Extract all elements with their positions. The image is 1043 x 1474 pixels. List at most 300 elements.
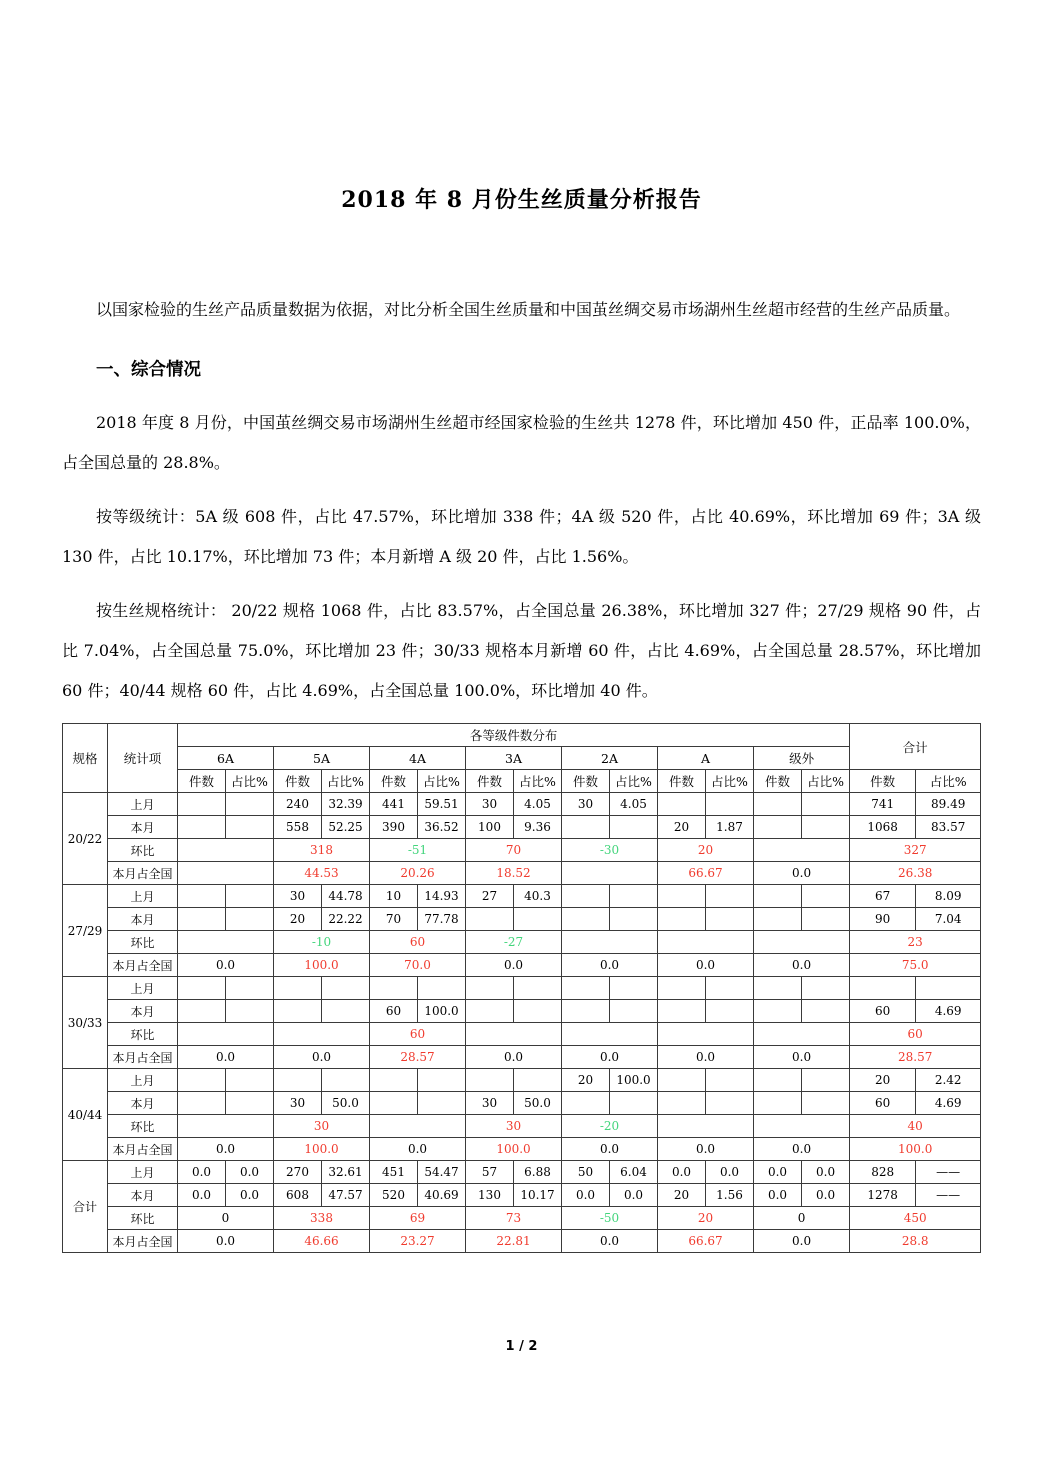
table-header (63, 724, 981, 793)
table-cell (562, 862, 658, 885)
table-cell: 30 (274, 1092, 322, 1115)
table-cell: 441 (370, 793, 418, 816)
table-cell: 20 (658, 1184, 706, 1207)
table-cell: -27 (466, 931, 562, 954)
header-total: 合计 (850, 724, 981, 770)
header-grade-2a: 2A (562, 747, 658, 770)
table-row (63, 862, 981, 885)
table-cell (802, 816, 850, 839)
header-pct: 占比% (802, 770, 850, 793)
table-cell: 23 (850, 931, 981, 954)
table-cell: 20 (658, 1207, 754, 1230)
table-cell: 10 (370, 885, 418, 908)
table-row (63, 1184, 981, 1207)
table-cell: 44.78 (322, 885, 370, 908)
table-cell: 0.0 (802, 1184, 850, 1207)
table-cell (466, 1069, 514, 1092)
table-cell: 0.0 (178, 1184, 226, 1207)
table-cell (802, 1069, 850, 1092)
intro-paragraph: 以国家检验的生丝产品质量数据为依据，对比分析全国生丝质量和中国茧丝绸交易市场湖州生丝超市经营的生丝产品质量。 (96, 300, 961, 319)
table-cell: 54.47 (418, 1161, 466, 1184)
table-cell: 20.26 (370, 862, 466, 885)
table-cell: 20 (850, 1069, 916, 1092)
table-cell: 50 (562, 1161, 610, 1184)
table-cell: 23.27 (370, 1230, 466, 1253)
table-cell: -30 (562, 839, 658, 862)
table-cell: 0.0 (658, 1046, 754, 1069)
table-cell (850, 977, 916, 1000)
table-cell: 66.67 (658, 862, 754, 885)
table-cell (178, 793, 226, 816)
table-cell: 1278 (850, 1184, 916, 1207)
table-cell: 60 (370, 1023, 466, 1046)
table-cell (658, 1069, 706, 1092)
page-number: 1 / 2 (505, 1339, 538, 1354)
table-cell (274, 977, 322, 1000)
table-cell: 60 (850, 1092, 916, 1115)
table-cell (514, 1069, 562, 1092)
header-grade-offgrade: 级外 (754, 747, 850, 770)
header-count: 件数 (562, 770, 610, 793)
table-cell (226, 1092, 274, 1115)
row-label: 环比 (108, 1207, 178, 1230)
row-label: 本月占全国 (108, 862, 178, 885)
table-cell: 338 (274, 1207, 370, 1230)
table-cell: 0.0 (562, 1184, 610, 1207)
row-label: 上月 (108, 1161, 178, 1184)
table-cell (658, 1023, 754, 1046)
table-cell (562, 908, 610, 931)
table-row (63, 1207, 981, 1230)
table-cell: 60 (850, 1023, 981, 1046)
table-cell (658, 885, 706, 908)
overview-paragraph: 2018 年度 8 月份，中国茧丝绸交易市场湖州生丝超市经国家检验的生丝共 1278 件，环比增加 450 件，正品率 100.0%，占全国总量的 28.8%。 (62, 413, 981, 472)
table-cell (706, 793, 754, 816)
table-cell (370, 1092, 418, 1115)
section-heading: 一、综合情况 (96, 360, 201, 380)
table-cell: 70 (370, 908, 418, 931)
table-cell (178, 1092, 226, 1115)
table-cell: 7.04 (916, 908, 981, 931)
table-cell (178, 1023, 274, 1046)
table-cell: 50.0 (514, 1092, 562, 1115)
table-cell (178, 1069, 226, 1092)
table-cell: 9.36 (514, 816, 562, 839)
table-cell: 14.93 (418, 885, 466, 908)
table-cell: 0.0 (562, 954, 658, 977)
table-cell: 20 (658, 816, 706, 839)
table-cell (754, 908, 802, 931)
table-cell: 83.57 (916, 816, 981, 839)
table-cell (754, 931, 850, 954)
header-count: 件数 (658, 770, 706, 793)
table-cell: —— (916, 1161, 981, 1184)
table-cell: 0.0 (754, 862, 850, 885)
table-row (63, 747, 981, 770)
table-cell: 0.0 (178, 954, 274, 977)
table-row (63, 1138, 981, 1161)
row-label: 本月占全国 (108, 1230, 178, 1253)
table-cell (418, 1069, 466, 1092)
table-cell: 75.0 (850, 954, 981, 977)
table-cell: 828 (850, 1161, 916, 1184)
table-row (63, 954, 981, 977)
table-cell: 0.0 (754, 1138, 850, 1161)
table-cell (658, 793, 706, 816)
table-row (63, 1069, 981, 1092)
table-cell: 4.69 (916, 1000, 981, 1023)
table-cell: 69 (370, 1207, 466, 1230)
table-body (63, 793, 981, 1253)
row-label: 环比 (108, 839, 178, 862)
header-count: 件数 (178, 770, 226, 793)
table-cell (706, 977, 754, 1000)
table-cell: 60 (370, 931, 466, 954)
row-label: 本月占全国 (108, 1046, 178, 1069)
table-cell: 1.56 (706, 1184, 754, 1207)
table-cell: 60 (850, 1000, 916, 1023)
table-cell: 30 (274, 1115, 370, 1138)
table-cell (418, 977, 466, 1000)
row-label: 本月占全国 (108, 1138, 178, 1161)
table-cell: 0.0 (754, 1184, 802, 1207)
table-cell: 0.0 (466, 1046, 562, 1069)
table-cell: 0.0 (226, 1184, 274, 1207)
table-cell (802, 908, 850, 931)
table-cell (226, 1000, 274, 1023)
table-cell (610, 816, 658, 839)
table-cell: 4.05 (514, 793, 562, 816)
table-cell (562, 885, 610, 908)
table-cell (322, 1069, 370, 1092)
table-cell (610, 908, 658, 931)
table-cell: 451 (370, 1161, 418, 1184)
table-cell (754, 793, 802, 816)
header-grade-distribution: 各等级件数分布 (178, 724, 850, 747)
table-cell: -51 (370, 839, 466, 862)
table-cell (226, 1069, 274, 1092)
table-cell: 0.0 (658, 954, 754, 977)
table-cell (802, 793, 850, 816)
spec-label: 合计 (63, 1161, 108, 1253)
table-cell (562, 977, 610, 1000)
table-cell (610, 1000, 658, 1023)
table-cell: 59.51 (418, 793, 466, 816)
table-cell: 73 (466, 1207, 562, 1230)
table-cell: 0.0 (178, 1230, 274, 1253)
table-cell (754, 1092, 802, 1115)
table-cell (610, 977, 658, 1000)
table-cell: 100.0 (274, 954, 370, 977)
header-pct: 占比% (418, 770, 466, 793)
table-cell (658, 1115, 754, 1138)
header-spec: 规格 (63, 724, 108, 793)
table-cell: 100.0 (610, 1069, 658, 1092)
table-cell: 40.3 (514, 885, 562, 908)
table-row (63, 1161, 981, 1184)
header-grade-6a: 6A (178, 747, 274, 770)
table-cell (370, 977, 418, 1000)
table-cell: 28.57 (370, 1046, 466, 1069)
table-cell: 100 (466, 816, 514, 839)
table-cell (178, 816, 226, 839)
table-cell: 40.69 (418, 1184, 466, 1207)
table-cell: 50.0 (322, 1092, 370, 1115)
table-cell: 20 (274, 908, 322, 931)
table-cell: 100.0 (274, 1138, 370, 1161)
table-cell: 0.0 (658, 1138, 754, 1161)
table-cell: 90 (850, 908, 916, 931)
table-row (63, 1000, 981, 1023)
table-cell: 130 (466, 1184, 514, 1207)
table-cell: 77.78 (418, 908, 466, 931)
table-cell (178, 885, 226, 908)
table-cell: 2.42 (916, 1069, 981, 1092)
table-cell (322, 1000, 370, 1023)
table-cell (178, 839, 274, 862)
table-cell (658, 977, 706, 1000)
table-cell (610, 1092, 658, 1115)
header-pct: 占比% (226, 770, 274, 793)
table-cell: 8.09 (916, 885, 981, 908)
page-title: 2018 年 8 月份生丝质量分析报告 (341, 187, 702, 213)
header-grade-3a: 3A (466, 747, 562, 770)
table-cell (178, 1000, 226, 1023)
table-cell: 558 (274, 816, 322, 839)
header-grade-4a: 4A (370, 747, 466, 770)
table-cell: 327 (850, 839, 981, 862)
table-cell: 22.81 (466, 1230, 562, 1253)
table-cell: 520 (370, 1184, 418, 1207)
table-cell: 30 (466, 1115, 562, 1138)
table-cell: 30 (562, 793, 610, 816)
table-cell (658, 1092, 706, 1115)
header-grade-a: A (658, 747, 754, 770)
table-cell (178, 977, 226, 1000)
table-row (63, 908, 981, 931)
table-cell: 450 (850, 1207, 981, 1230)
header-count: 件数 (850, 770, 916, 793)
table-cell: 0.0 (274, 1046, 370, 1069)
table-cell: 1068 (850, 816, 916, 839)
spec-label: 20/22 (63, 793, 108, 885)
table-cell (706, 885, 754, 908)
table-cell: 36.52 (418, 816, 466, 839)
table-cell: 0.0 (226, 1161, 274, 1184)
table-cell: 0 (754, 1207, 850, 1230)
table-cell: 0.0 (658, 1161, 706, 1184)
table-cell: 0 (178, 1207, 274, 1230)
table-cell: 67 (850, 885, 916, 908)
quality-stats-table (62, 723, 981, 1253)
table-cell (754, 816, 802, 839)
table-cell (802, 1092, 850, 1115)
table-cell: 0.0 (178, 1138, 274, 1161)
table-cell: 18.52 (466, 862, 562, 885)
table-cell (658, 931, 754, 954)
table-cell (754, 885, 802, 908)
row-label: 本月 (108, 1184, 178, 1207)
table-cell (466, 908, 514, 931)
header-pct: 占比% (916, 770, 981, 793)
header-pct: 占比% (706, 770, 754, 793)
table-cell (562, 816, 610, 839)
table-cell (754, 839, 850, 862)
table-cell: 28.57 (850, 1046, 981, 1069)
table-cell: 4.69 (916, 1092, 981, 1115)
table-cell (562, 931, 658, 954)
row-label: 上月 (108, 977, 178, 1000)
table-cell: 57 (466, 1161, 514, 1184)
table-cell (226, 816, 274, 839)
table-cell: 270 (274, 1161, 322, 1184)
header-count: 件数 (274, 770, 322, 793)
table-cell: 10.17 (514, 1184, 562, 1207)
table-cell (466, 1000, 514, 1023)
table-cell (514, 977, 562, 1000)
table-cell (562, 1023, 658, 1046)
table-cell: 30 (274, 885, 322, 908)
table-cell: 22.22 (322, 908, 370, 931)
table-cell: 240 (274, 793, 322, 816)
table-cell (706, 1000, 754, 1023)
table-cell: 0.0 (802, 1161, 850, 1184)
table-cell: 0.0 (610, 1184, 658, 1207)
table-cell (514, 1000, 562, 1023)
table-cell (916, 977, 981, 1000)
table-row (63, 1092, 981, 1115)
table-cell (802, 977, 850, 1000)
table-cell: 0.0 (562, 1230, 658, 1253)
table-cell: 0.0 (562, 1046, 658, 1069)
table-cell (562, 1092, 610, 1115)
table-cell: 32.39 (322, 793, 370, 816)
table-cell: 318 (274, 839, 370, 862)
header-pct: 占比% (322, 770, 370, 793)
table-cell: 100.0 (418, 1000, 466, 1023)
table-cell: 66.67 (658, 1230, 754, 1253)
table-cell: 32.61 (322, 1161, 370, 1184)
header-stat-item: 统计项 (108, 724, 178, 793)
header-pct: 占比% (610, 770, 658, 793)
table-cell: 0.0 (562, 1138, 658, 1161)
table-cell (226, 908, 274, 931)
row-label: 上月 (108, 885, 178, 908)
table-cell: 20 (658, 839, 754, 862)
row-label: 本月 (108, 908, 178, 931)
table-cell (706, 1092, 754, 1115)
table-cell (514, 908, 562, 931)
table-cell: 47.57 (322, 1184, 370, 1207)
header-count: 件数 (466, 770, 514, 793)
header-grade-5a: 5A (274, 747, 370, 770)
table-cell: 70 (466, 839, 562, 862)
table-cell (178, 1115, 274, 1138)
table-cell: 608 (274, 1184, 322, 1207)
table-cell: 26.38 (850, 862, 981, 885)
row-label: 本月 (108, 1000, 178, 1023)
header-count: 件数 (754, 770, 802, 793)
table-cell: 0.0 (754, 1161, 802, 1184)
table-cell (754, 1023, 850, 1046)
header-count: 件数 (370, 770, 418, 793)
table-cell: 70.0 (370, 954, 466, 977)
table-cell: 6.04 (610, 1161, 658, 1184)
table-cell (706, 1069, 754, 1092)
table-cell (754, 1115, 850, 1138)
table-row (63, 839, 981, 862)
table-cell (178, 908, 226, 931)
table-cell: 0.0 (754, 954, 850, 977)
table-cell: 100.0 (466, 1138, 562, 1161)
row-label: 环比 (108, 1023, 178, 1046)
grade-stats-paragraph: 按等级统计：5A 级 608 件，占比 47.57%，环比增加 338 件；4A 级 520 件，占比 40.69%，环比增加 69 件；3A 级 130 件，占比 10.17%，环比增加 73 件；本月新增 A 级 20 件，占比 1.56%。 (62, 507, 981, 566)
table-cell (178, 862, 274, 885)
table-cell: 0.0 (754, 1230, 850, 1253)
row-label: 环比 (108, 1115, 178, 1138)
spec-label: 27/29 (63, 885, 108, 977)
table-cell (466, 1023, 562, 1046)
table-cell (370, 1115, 466, 1138)
table-row (63, 885, 981, 908)
table-row (63, 770, 981, 793)
row-label: 上月 (108, 1069, 178, 1092)
table-cell: 27 (466, 885, 514, 908)
table-cell: -20 (562, 1115, 658, 1138)
table-cell: 28.8 (850, 1230, 981, 1253)
table-cell: 0.0 (466, 954, 562, 977)
row-label: 本月 (108, 1092, 178, 1115)
table-cell (418, 1092, 466, 1115)
spec-label: 40/44 (63, 1069, 108, 1161)
table-cell: 44.53 (274, 862, 370, 885)
table-row (63, 977, 981, 1000)
table-cell: 46.66 (274, 1230, 370, 1253)
row-label: 本月 (108, 816, 178, 839)
table-cell (802, 885, 850, 908)
table-cell (658, 908, 706, 931)
row-label: 环比 (108, 931, 178, 954)
table-cell (370, 1069, 418, 1092)
table-cell (802, 1000, 850, 1023)
table-cell (226, 885, 274, 908)
table-cell: 40 (850, 1115, 981, 1138)
row-label: 上月 (108, 793, 178, 816)
table-cell: 60 (370, 1000, 418, 1023)
table-cell (754, 1000, 802, 1023)
header-pct: 占比% (514, 770, 562, 793)
table-row (63, 1230, 981, 1253)
table-cell: 89.49 (916, 793, 981, 816)
table-row (63, 793, 981, 816)
table-cell (274, 1023, 370, 1046)
table-row (63, 1115, 981, 1138)
row-label: 本月占全国 (108, 954, 178, 977)
table-cell: 0.0 (754, 1046, 850, 1069)
table-cell: 100.0 (850, 1138, 981, 1161)
table-cell: 0.0 (178, 1161, 226, 1184)
table-cell (754, 1069, 802, 1092)
table-cell: 52.25 (322, 816, 370, 839)
table-row (63, 724, 981, 747)
table-row (63, 1023, 981, 1046)
spec-label: 30/33 (63, 977, 108, 1069)
table-cell: 0.0 (178, 1046, 274, 1069)
table-cell (178, 931, 274, 954)
spec-stats-paragraph: 按生丝规格统计： 20/22 规格 1068 件，占比 83.57%，占全国总量 26.38%，环比增加 327 件；27/29 规格 90 件，占比 7.04%，占全国总量 75.0%，环比增加 23 件；30/33 规格本月新增 60 件，占比 4.69%，占全国总量 28.57%，环比增加 60 件；40/44 规格 60 件，占比 4.69%，占全国总量 100.0%，环比增加 40 件。 (62, 601, 981, 700)
table-cell (706, 908, 754, 931)
table-cell (466, 977, 514, 1000)
